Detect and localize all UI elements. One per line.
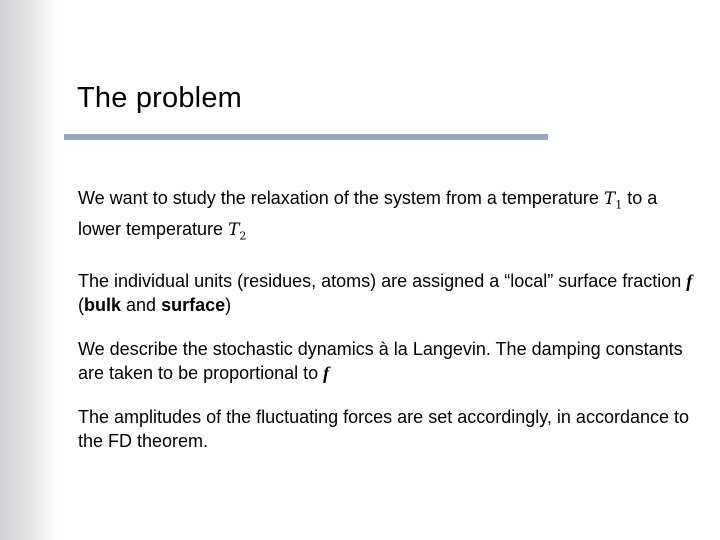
p3-text-a: We describe the stochastic dynamics à la Langevin. The damping constants are taken to be proportional to (78, 338, 683, 383)
paragraph-relaxation (78, 186, 698, 249)
p2-text-a: The individual units (residues, atoms) are assigned a “local” surface fraction (78, 270, 687, 291)
surface-label: surface (161, 294, 226, 315)
slide-title: The problem (77, 82, 242, 114)
temperature-t2: $T_2$ (228, 220, 247, 243)
surface-fraction-f: f (686, 270, 693, 291)
paragraph-fd-theorem: The amplitudes of the fluctuating forces are set accordingly, in accordance to the FD theorem. (78, 406, 689, 451)
paragraph-surface-fraction: The individual units (residues, atoms) are assigned a “local” surface fraction f (bulk and surface) (78, 270, 693, 315)
temperature-t1: $T_1$ (603, 189, 623, 212)
bulk-label: bulk (84, 294, 122, 315)
p1-text-a: We want to study the relaxation of the system from a temperature (78, 188, 604, 208)
left-gradient-bar (0, 0, 58, 540)
title-underline (64, 134, 548, 140)
slide-body (78, 186, 698, 473)
p1-text-b: to a lower temperature (78, 188, 658, 240)
damping-f: f (323, 362, 330, 383)
paragraph-langevin (78, 337, 698, 385)
